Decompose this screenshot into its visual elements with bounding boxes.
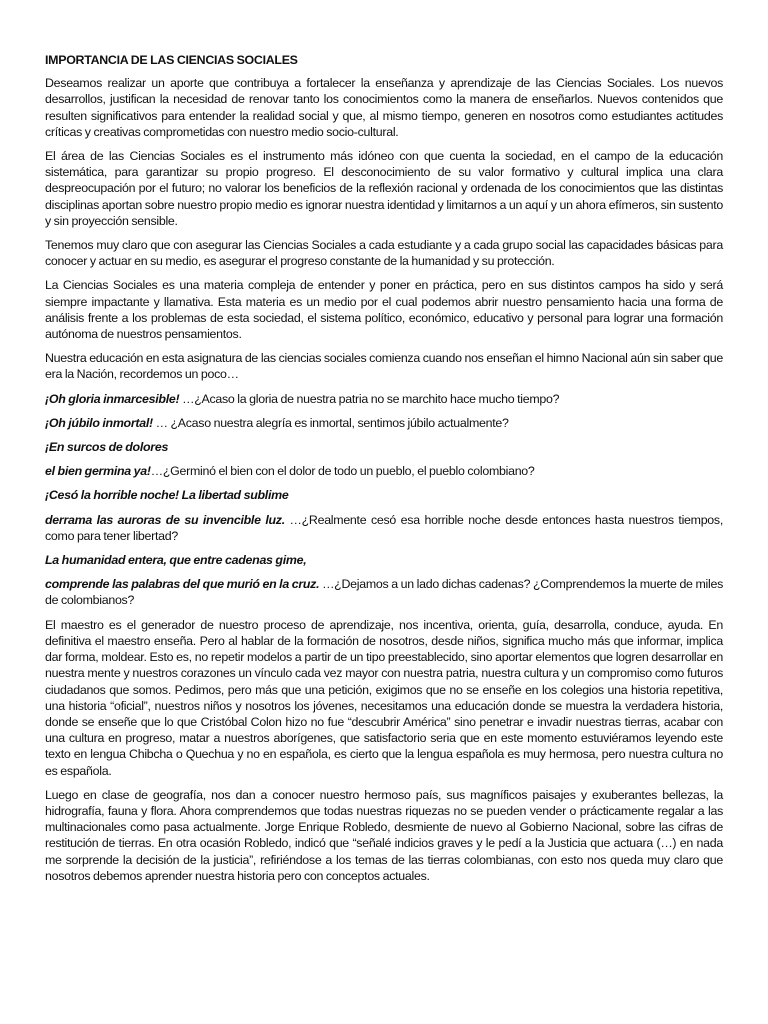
paragraph-7: Luego en clase de geografía, nos dan a conocer nuestro hermoso país, sus magníficos paisajes y exuberantes bellezas, la hidrografía, fauna y flora. Ahora comprendemos que todas nuestras riquezas no se pueden vender o prácticamente regalar a las multinacionales como pasa actualmente. Jorge Enrique Robledo, desmiente de nuevo al Gobierno Nacional, sobre las cifras de restitución de tierras. En otra ocasión Robledo, indicó que “señalé indicios graves y le pedí a la Justicia que actuara (…) en nada me sorprende la decisión de la justicia”, refiriéndose a los temas de las tierras colombianas, con esto nos queda muy claro que nosotros debemos aprender nuestra historia pero con conceptos actuales.	[45, 787, 723, 883]
verse-lyric: ¡Cesó la horrible noche! La libertad sublime	[45, 488, 289, 503]
anthem-verse-2	[45, 415, 723, 431]
anthem-verse-7	[45, 552, 723, 568]
document-title: IMPORTANCIA DE LAS CIENCIAS SOCIALES	[45, 53, 298, 67]
verse-lyric: el bien germina ya!	[45, 464, 151, 479]
verse-lyric: ¡Oh gloria inmarcesible!	[45, 391, 180, 406]
paragraph-1: Deseamos realizar un aporte que contribuya a fortalecer la enseñanza y aprendizaje de las Ciencias Sociales. Los nuevos desarrollos, justifican la necesidad de renovar tanto los conocimientos como la manera de enseñarlos. Nuevos contenidos que resulten significativos para entender la realidad social y que, al mismo tiempo, generen en nosotros como estudiantes actitudes críticas y creativas comprometidas con nuestro medio socio-cultural.	[45, 76, 723, 139]
paragraph-5: Nuestra educación en esta asignatura de las ciencias sociales comienza cuando nos enseñan el himno Nacional aún sin saber que era la Nación, recordemos un poco…	[45, 351, 723, 382]
anthem-verse-1	[45, 391, 723, 407]
anthem-verse-6	[45, 512, 723, 544]
verse-comment: …¿Germinó el bien con el dolor de todo un pueblo, el pueblo colombiano?	[150, 464, 535, 479]
anthem-verse-8	[45, 576, 723, 608]
anthem-verse-3	[45, 439, 723, 455]
verse-lyric: derrama las auroras de su invencible luz.	[45, 512, 285, 527]
anthem-verse-5	[45, 487, 723, 503]
anthem-verse-4	[45, 463, 723, 479]
paragraph-4: La Ciencias Sociales es una materia compleja de entender y poner en práctica, pero en sus distintos campos ha sido y será siempre impactante y llamativa. Esta materia es un medio por el cual podemos abrir nuestro pensamiento hacia una forma de análisis frente a los problemas de esta sociedad, el sistema político, económico, educativo y personal para lograr una formación autónoma de nuestros pensamientos.	[45, 278, 723, 342]
paragraph-3: Tenemos muy claro que con asegurar las Ciencias Sociales a cada estudiante y a cada grupo social las capacidades básicas para conocer y actuar en su medio, es asegurar el progreso constante de la humanidad y su protección.	[45, 238, 723, 269]
document-page	[45, 52, 723, 892]
verse-lyric: comprende las palabras del que murió en la cruz.	[45, 577, 320, 592]
paragraph-2: El área de las Ciencias Sociales es el instrumento más idóneo con que cuenta la sociedad, en el campo de la educación sistemática, para garantizar su propio progreso. El desconocimiento de su valor formativo y cultural implica una clara despreocupación por el futuro; no valorar los beneficios de la reflexión racional y ordenada de los conocimientos que las distintas disciplinas aportan sobre nuestro propio medio es ignorar nuestra identidad y limitarnos a un aquí y un ahora efímeros, sin sustento y sin proyección sensible.	[45, 149, 723, 228]
verse-comment: …¿Acaso la gloria de nuestra patria no se marchito hace mucho tiempo?	[179, 391, 560, 406]
paragraph-6: El maestro es el generador de nuestro proceso de aprendizaje, nos incentiva, orienta, guía, desarrolla, conduce, ayuda. En definitiva el maestro enseña. Pero al hablar de la formación de nosotros, desde niños, significa mucho más que informar, implica dar forma, moldear. Esto es, no repetir modelos a partir de un tipo preestablecido, sino aportar elementos que logren desarrollar en nuestra mente y nuestros corazones un vínculo cada vez mayor con nuestra patria, nuestra cultura y un compromiso como futuros ciudadanos que somos. Pedimos, pero más que una petición, exigimos que no se enseñe en los colegios una historia repetitiva, una historia “oficial”, nuestros niños y nosotros los jóvenes, necesitamos una educación donde se muestra la verdadera historia, donde se enseñe que lo que Cristóbal Colon hizo no fue “descubrir América” sino penetrar e invadir nuestras tierras, acabar con una cultura en progreso, matar a nuestros aborígenes, que satisfactorio seria que en este momento estuviéramos leyendo este texto en lengua Chibcha o Quechua y no en española, es cierto que la lengua española es muy hermosa, pero nuestra cultura no es española.	[45, 617, 723, 778]
verse-comment: …¿Realmente cesó esa horrible noche desde entonces hasta nuestros tiempos, como para tener libertad?	[45, 512, 723, 543]
verse-lyric: ¡Oh júbilo inmortal!	[45, 415, 153, 430]
verse-lyric: La humanidad entera, que entre cadenas gime,	[45, 553, 307, 568]
verse-comment: …¿Dejamos a un lado dichas cadenas? ¿Comprendemos la muerte de miles de colombianos?	[45, 577, 723, 608]
verse-lyric: ¡En surcos de dolores	[45, 440, 169, 455]
verse-comment: … ¿Acaso nuestra alegría es inmortal, sentimos júbilo actualmente?	[152, 415, 509, 430]
